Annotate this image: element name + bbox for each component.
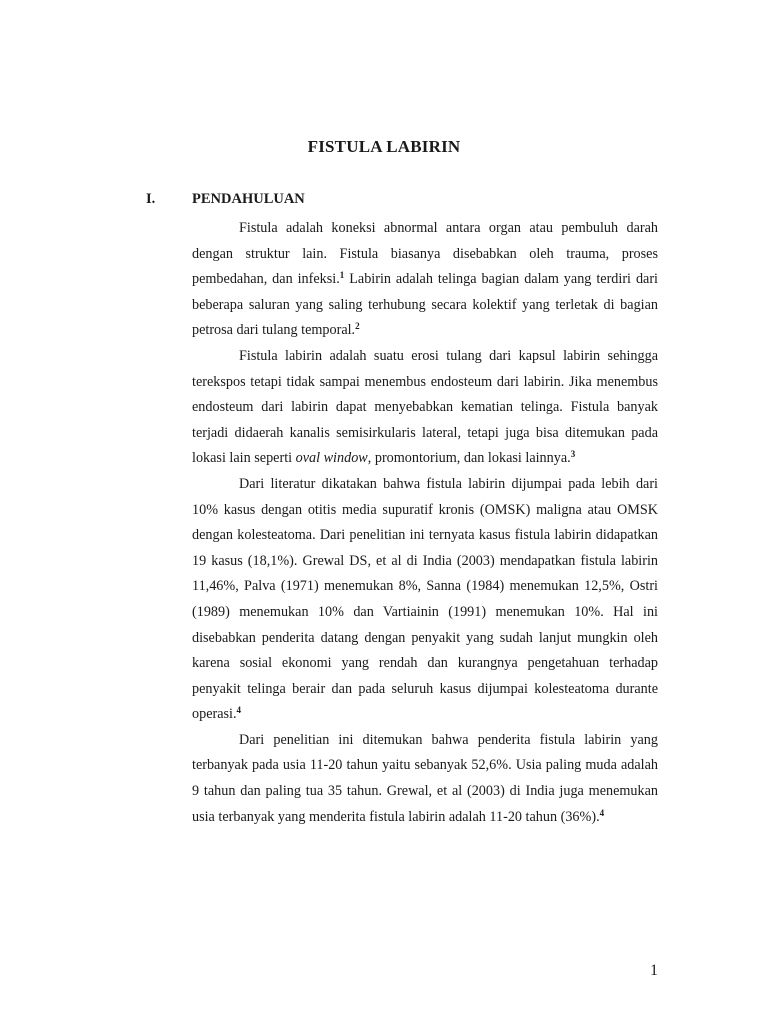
footnote-ref-4b: 4: [599, 807, 605, 818]
paragraph-3: [192, 472, 658, 728]
section-number: I.: [146, 191, 156, 207]
paragraph-2: [192, 344, 658, 472]
paragraph-1-text-b: Labirin adalah telinga bagian dalam yang terdiri dari beberapa saluran yang saling terhubung secara kolektif yang terletak di bagian petrosa dari tulang temporal.: [192, 271, 659, 339]
paragraph-1: [192, 216, 658, 344]
paragraph-2-text-a: Fistula labirin adalah suatu erosi tulang dari kapsul labirin sehingga terekspos tetapi tidak sampai menembus endosteum dari labirin. Jika menembus endosteum dari labirin dapat menyebabkan kematian telinga. Fistula banyak terjadi didaerah kanalis semisirkularis lateral, tetapi juga bisa ditemukan pada lokasi lain seperti: [192, 347, 658, 467]
paragraph-1-text-a: Fistula adalah koneksi abnormal antara organ atau pembuluh darah dengan struktur lain. Fistula biasanya disebabkan oleh trauma, proses pembedahan, dan infeksi.: [192, 220, 658, 288]
footnote-ref-1: 1: [339, 270, 345, 281]
paragraph-4-text: Dari penelitian ini ditemukan bahwa penderita fistula labirin yang terbanyak pada usia 11-20 tahun yaitu sebanyak 52,6%. Usia paling muda adalah 9 tahun dan paling tua 35 tahun. Grewal, et al (2003) di India juga menemukan usia terbanyak yang menderita fistula labirin adalah 11-20 tahun (36%).: [192, 731, 658, 825]
paragraph-3-text: Dari literatur dikatakan bahwa fistula labirin dijumpai pada lebih dari 10% kasus dengan otitis media supuratif kronis (OMSK) maligna atau OMSK dengan kolesteatoma. Dari penelitian ini ternyata kasus fistula labirin didapatkan 19 kasus (18,1%). Grewal DS, et al di India (2003) mendapatkan fistula labirin 11,46%, Palva (1971) menemukan 8%, Sanna (1984) menemukan 12,5%, Ostri (1989) menemukan 10% dan Vartiainin (1991) menemukan 10%. Hal ini disebabkan penderita datang dengan penyakit yang sudah lanjut mungkin oleh karena sosial ekonomi yang rendah dan kurangnya pengetahuan terhadap penyakit telinga berair dan pada seluruh kasus dijumpai kolesteatoma durante operasi.: [192, 475, 658, 723]
footnote-ref-4: 4: [236, 705, 242, 716]
section-heading: [146, 191, 305, 208]
page-number: 1: [650, 962, 658, 979]
footnote-ref-2: 2: [355, 321, 360, 332]
paragraph-2-italic-term: oval window: [295, 450, 368, 467]
footnote-ref-3: 3: [570, 449, 576, 460]
document-title: FISTULA LABIRIN: [307, 137, 461, 156]
section-title: PENDAHULUAN: [192, 191, 305, 207]
paragraph-4: [192, 728, 658, 830]
body-text: [192, 216, 658, 830]
paragraph-2-text-b: , promontorium, dan lokasi lainnya.: [367, 450, 571, 467]
